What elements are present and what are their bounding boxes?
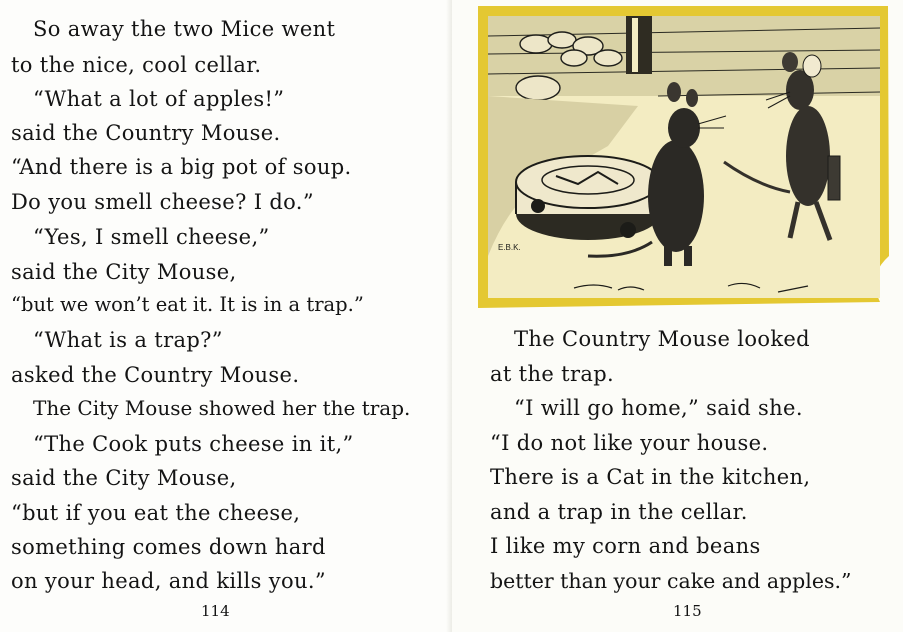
mouse-trap	[516, 156, 660, 240]
text-line: Do you smell cheese? I do.”	[11, 190, 314, 214]
text-line: “I do not like your house.	[490, 431, 769, 455]
text-line: There is a Cat in the kitchen,	[490, 465, 811, 489]
page-number: 114	[201, 602, 230, 620]
text-line: “What is a trap?”	[33, 328, 223, 352]
text-line: “What a lot of apples!”	[33, 87, 285, 111]
text-line: to the nice, cool cellar.	[11, 53, 262, 77]
text-line: better than your cake and apples.”	[490, 569, 852, 593]
text-line: The City Mouse showed her the trap.	[33, 396, 411, 420]
text-line: “but if you eat the cheese,	[11, 501, 301, 525]
text-line: “I will go home,” said she.	[514, 396, 803, 420]
text-line: said the Country Mouse.	[11, 121, 281, 145]
text-line: “And there is a big pot of soup.	[11, 155, 352, 179]
text-line: something comes down hard	[11, 535, 326, 559]
text-line: said the City Mouse,	[11, 260, 237, 284]
text-line: “but we won’t eat it. It is in a trap.”	[11, 293, 364, 316]
text-line: So away the two Mice went	[33, 17, 336, 41]
text-line: The Country Mouse looked	[514, 327, 810, 351]
post	[626, 16, 652, 74]
text-line: at the trap.	[490, 362, 615, 386]
text-line: and a trap in the cellar.	[490, 500, 748, 524]
text-line: on your head, and kills you.”	[11, 569, 326, 593]
text-line: I like my corn and beans	[490, 534, 761, 558]
text-line: said the City Mouse,	[11, 466, 237, 490]
text-line: “Yes, I smell cheese,”	[33, 225, 270, 249]
page-number: 115	[673, 602, 702, 620]
text-line: asked the Country Mouse.	[11, 363, 300, 387]
artist-signature: E.B.K.	[498, 243, 521, 252]
text-line: “The Cook puts cheese in it,”	[33, 432, 354, 456]
illustration-mice-and-trap	[478, 6, 890, 308]
